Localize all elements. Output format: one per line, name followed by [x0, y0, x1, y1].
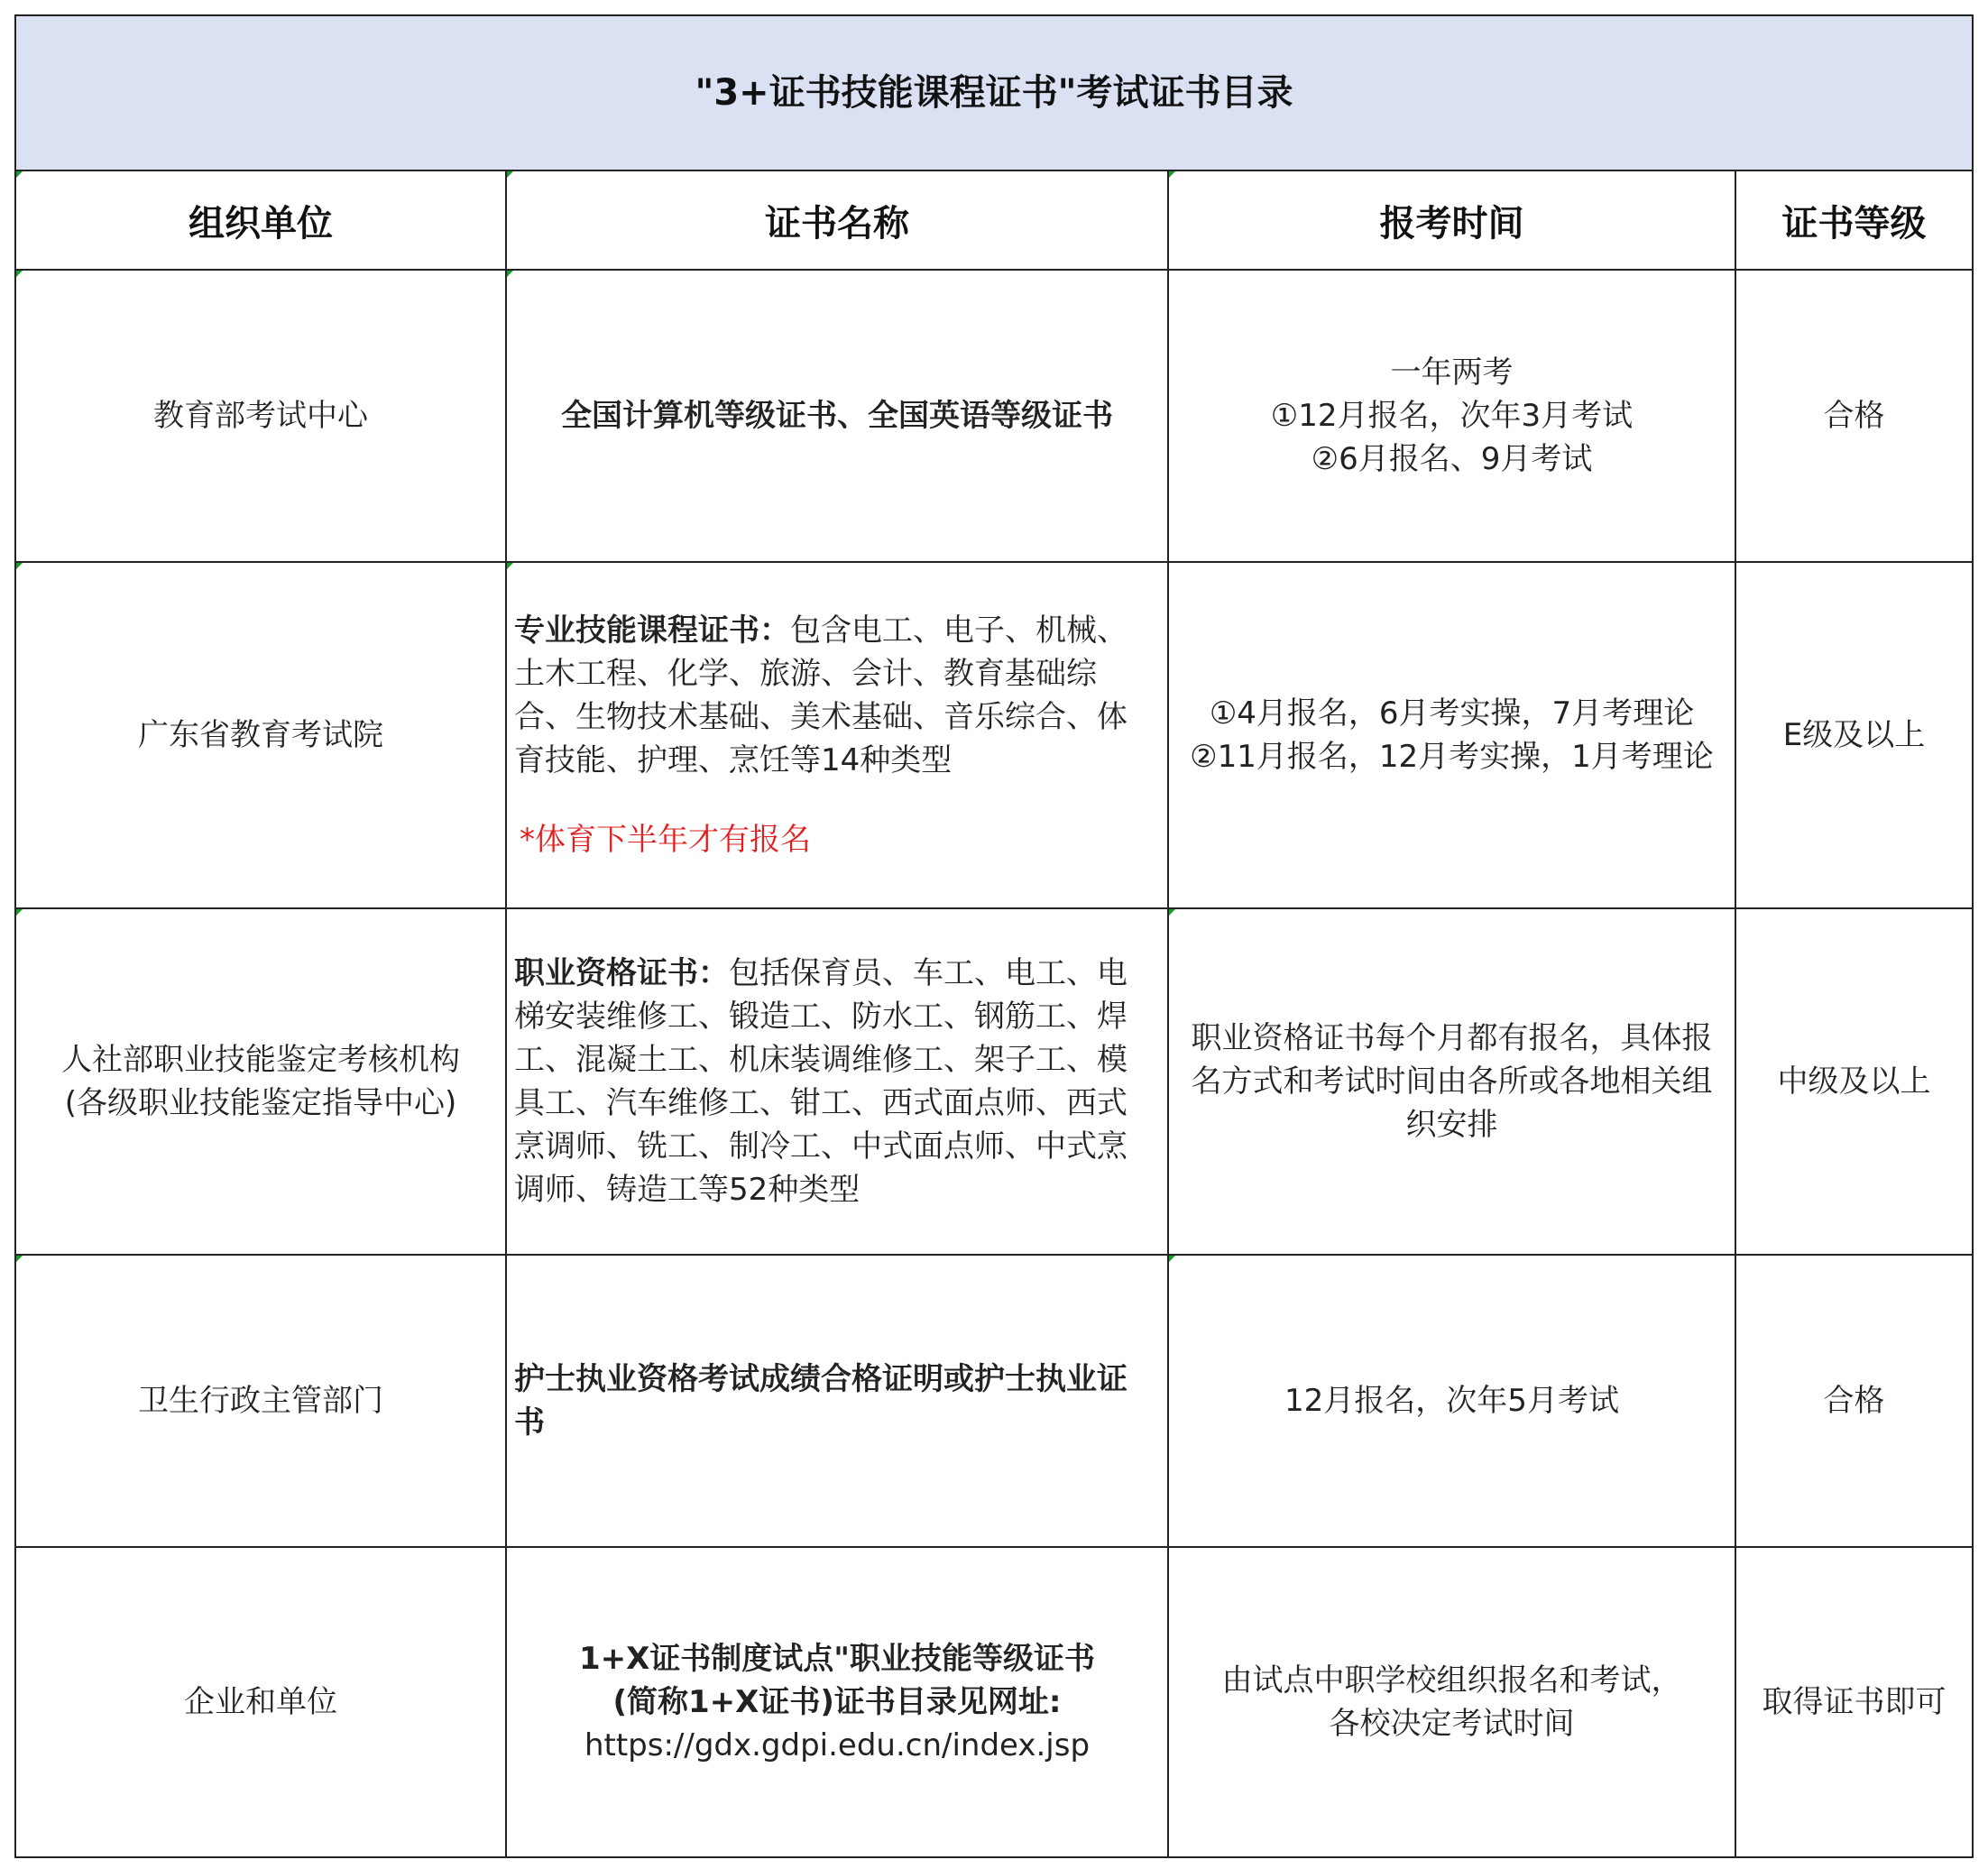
time-line: ②11月报名，12月考实操，1月考理论: [1190, 739, 1714, 775]
cert-line: (简称1+X证书)证书目录见网址:: [612, 1684, 1062, 1720]
level-cell: E级及以上: [1735, 562, 1973, 908]
time-line: ①4月报名，6月考实操，7月考理论: [1209, 695, 1695, 732]
org-cell: 教育部考试中心: [15, 270, 506, 562]
cert-cell: 全国计算机等级证书、全国英语等级证书: [506, 270, 1168, 562]
certificate-table: [14, 14, 1974, 1858]
header-row: [15, 170, 1973, 270]
cert-category-label: 职业资格证书：: [514, 955, 729, 991]
table-row: [15, 908, 1973, 1255]
cert-line: 1+X证书制度试点"职业技能等级证书: [578, 1641, 1096, 1677]
cert-cell: [506, 562, 1168, 908]
header-exam-time: 报考时间: [1168, 170, 1735, 270]
time-cell: [1168, 1547, 1735, 1857]
time-cell: 12月报名，次年5月考试: [1168, 1255, 1735, 1547]
time-line: ①12月报名，次年3月考试: [1270, 398, 1634, 434]
time-line: 各校决定考试时间: [1329, 1706, 1575, 1742]
level-cell: 合格: [1735, 1255, 1973, 1547]
table-row: [15, 562, 1973, 908]
time-line: 由试点中职学校组织报名和考试，: [1221, 1662, 1682, 1699]
cert-category-label: 专业技能课程证书：: [514, 612, 790, 649]
certificate-table-sheet: [14, 14, 1972, 1856]
cert-url-link[interactable]: https://gdx.gdpi.edu.cn/index.jsp: [584, 1727, 1091, 1763]
level-cell: 合格: [1735, 270, 1973, 562]
table-row: [15, 1547, 1973, 1857]
cert-description: 包含电工、电子、机械、土木工程、化学、旅游、会计、教育基础综合、生物技术基础、美术基础、音乐综合、体育技能、护理、烹饪等14种类型: [514, 612, 1127, 778]
cert-cell: [506, 908, 1168, 1255]
org-cell: [15, 908, 506, 1255]
org-cell: 企业和单位: [15, 1547, 506, 1857]
time-cell: [1168, 270, 1735, 562]
level-cell: 取得证书即可: [1735, 1547, 1973, 1857]
time-cell: [1168, 562, 1735, 908]
org-line: (各级职业技能鉴定指导中心): [64, 1085, 457, 1121]
level-cell: 中级及以上: [1735, 908, 1973, 1255]
title-row: [15, 15, 1973, 170]
time-line: ②6月报名、9月考试: [1311, 441, 1593, 477]
table-title: "3+证书技能课程证书"考试证书目录: [15, 15, 1973, 170]
org-line: 人社部职业技能鉴定考核机构: [61, 1042, 460, 1078]
table-row: [15, 270, 1973, 562]
cert-note: *体育下半年才有报名: [520, 822, 811, 858]
cert-cell: [506, 1547, 1168, 1857]
org-cell: 广东省教育考试院: [15, 562, 506, 908]
header-cert-level: 证书等级: [1735, 170, 1973, 270]
header-cert-name: 证书名称: [506, 170, 1168, 270]
time-cell: 职业资格证书每个月都有报名，具体报名方式和考试时间由各所或各地相关组织安排: [1168, 908, 1735, 1255]
cert-description: 包括保育员、车工、电工、电梯安装维修工、锻造工、防水工、钢筋工、焊工、混凝土工、机床装调维修工、架子工、模具工、汽车维修工、钳工、西式面点师、西式烹调师、铣工、制冷工、中式面点师、中式烹调师、铸造工等52种类型: [514, 955, 1127, 1208]
table-row: [15, 1255, 1973, 1547]
cert-cell: 护士执业资格考试成绩合格证明或护士执业证书: [506, 1255, 1168, 1547]
header-org: 组织单位: [15, 170, 506, 270]
time-line: 一年两考: [1390, 354, 1514, 391]
org-cell: 卫生行政主管部门: [15, 1255, 506, 1547]
